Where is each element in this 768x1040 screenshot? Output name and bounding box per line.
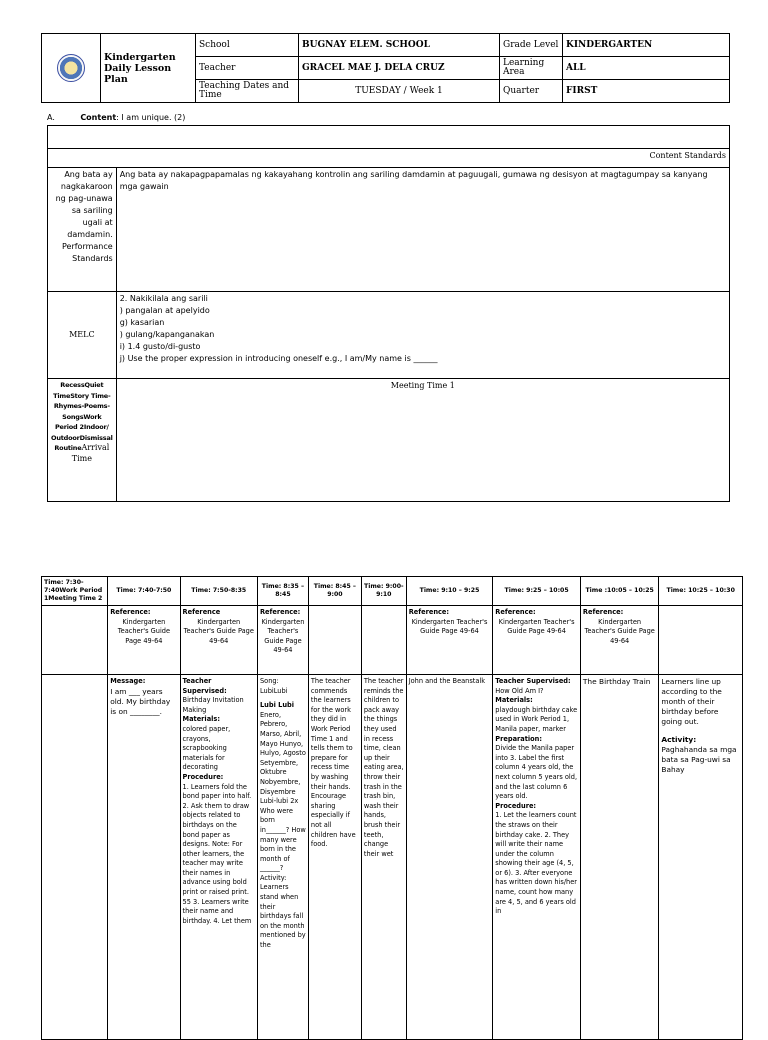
grade-label: Grade Level <box>500 34 563 57</box>
activity-cell: John and the Beanstalk <box>406 675 493 1040</box>
reference-text: Kindergarten Teacher's Guide Page 49-64 <box>411 617 488 636</box>
activity-cell: The teacher reminds the children to pack away the things they used in recess time, clean up their eating area, throw their trash in the trash bin, wash their hands, brush their teeth, change their wet <box>361 675 406 1040</box>
content-standards-label: Content Standards <box>48 149 730 168</box>
procedure-label: Procedure: <box>495 801 537 810</box>
message-label: Message: <box>110 677 146 685</box>
dates-label: Teaching Dates and Time <box>196 80 299 103</box>
performance-standards-text: Ang bata ay nakapagpapamalas ng kakayahang kontrolin ang sariling damdamin at paguugali, gumawa ng desisyon at magtagumpay sa kanyang mga gawain <box>116 168 729 292</box>
learning-area-label: Learning Area <box>500 57 563 80</box>
learning-area-value: ALL <box>563 57 730 80</box>
activity-title: How Old Am I? <box>495 686 544 695</box>
melc-list <box>116 292 729 379</box>
melc-item: ) gulang/kapanganakan <box>119 330 215 339</box>
content-standards-text: Ang bata ay nagkakaroon ng pag-unawa sa sariling ugali at damdamin. Performance Standards <box>48 168 117 292</box>
message-text: I am ___ years old. My birthday is on ________. <box>110 686 171 716</box>
activity-title: Birthday Invitation Making <box>182 696 244 714</box>
activity-cell <box>180 675 257 1040</box>
time-header: Time: 9:00-9:10 <box>361 577 406 606</box>
time-header: Time: 7:40-7:50 <box>108 577 180 606</box>
materials-text: playdough birthday cake used in Work Period 1, Manila paper, marker <box>495 705 578 733</box>
song-label: Song: LubiLubi <box>259 677 288 695</box>
plan-title: Kindergarten Daily Lesson Plan <box>101 34 196 103</box>
activity-text: Paghahanda sa mga bata sa Pag-uwi sa Bahay <box>661 745 737 774</box>
lesson-plan-header <box>41 33 730 103</box>
quarter-value: FIRST <box>563 80 730 103</box>
reference-label: Reference <box>182 608 221 616</box>
reference-text: Kindergarten Teacher's Guide Page 49-64 <box>584 617 655 645</box>
activity-cell <box>42 675 108 1040</box>
preparation-text: Divide the Manila paper into 3. Label the first column 4 years old, the next column 5 years old, and the last column 6 years old. <box>495 744 578 801</box>
melc-item: 2. Nakikilala ang sarili <box>119 294 208 303</box>
time-header: Time: 8:45 – 9:00 <box>308 577 361 606</box>
meeting-time-1: Meeting Time 1 <box>116 379 729 502</box>
melc-item: ) pangalan at apelyido <box>119 306 210 315</box>
deped-seal-logo <box>57 54 85 82</box>
reference-text: Kindergarten Teacher's Guide Page 49-64 <box>498 617 575 636</box>
materials-text: colored paper, crayons, scrapbooking materials for decorating <box>182 724 231 772</box>
activity-row <box>42 675 743 1040</box>
reference-label: Reference: <box>408 608 450 616</box>
song-title: Lubi Lubi <box>259 701 295 710</box>
activity-cell <box>659 675 743 1040</box>
procedure-text: 1. Let the learners count the straws on their birthday cake. 2. They will write their name under the column showing their age (4, 5, or 6). 3. After everyone has written down his/her name, count how many are 4, 5, and 6 years old in <box>495 811 577 916</box>
activity-cell: The teacher commends the learners for the work they did in Work Period Time 1 and tells them to prepare for recess time by washing their hands. Encourage sharing especially if not all children have food. <box>308 675 361 1040</box>
melc-item: g) kasarian <box>119 318 165 327</box>
activity-cell <box>257 675 308 1040</box>
melc-item: i) 1.4 gusto/di-gusto <box>119 342 201 351</box>
time-header: Time: 8:35 – 8:45 <box>257 577 308 606</box>
standards-table <box>47 125 730 502</box>
activity-label: Activity: <box>661 735 697 744</box>
reference-cell <box>493 606 581 675</box>
reference-cell <box>406 606 493 675</box>
preparation-label: Preparation: <box>495 734 542 743</box>
content-text: : I am unique. (2) <box>116 113 186 122</box>
reference-cell <box>180 606 257 675</box>
reference-cell <box>659 606 743 675</box>
supervised-label: Teacher Supervised: <box>495 677 571 685</box>
reference-text: Kindergarten Teacher's Guide Page 49-64 <box>261 617 305 655</box>
teacher-label: Teacher <box>196 57 299 80</box>
time-header: Time: 7:30-7:40Work Period 1Meeting Time 2 <box>42 577 108 606</box>
routine-plain: Arrival Time <box>71 443 110 463</box>
reference-cell <box>257 606 308 675</box>
melc-label: MELC <box>48 292 117 379</box>
reference-cell <box>308 606 361 675</box>
activity-cell <box>108 675 180 1040</box>
schedule-table <box>41 576 743 1040</box>
reference-cell <box>361 606 406 675</box>
teacher-value: GRACEL MAE J. DELA CRUZ <box>299 57 500 80</box>
reference-cell <box>108 606 180 675</box>
reference-label: Reference: <box>259 608 301 616</box>
reference-label: Reference: <box>110 608 151 616</box>
grade-value: KINDERGARTEN <box>563 34 730 57</box>
school-label: School <box>196 34 299 57</box>
reference-text: Kindergarten Teacher's Guide Page 49-64 <box>183 617 254 645</box>
time-header: Time: 7:50-8:35 <box>180 577 257 606</box>
quarter-label: Quarter <box>500 80 563 103</box>
materials-label: Materials: <box>182 715 220 724</box>
time-header: Time: 9:10 – 9:25 <box>406 577 493 606</box>
dates-value: TUESDAY / Week 1 <box>299 80 500 103</box>
content-letter: A. <box>47 113 55 122</box>
reference-label: Reference: <box>495 608 536 616</box>
reference-cell <box>580 606 658 675</box>
time-header-row <box>42 577 743 606</box>
content-line <box>47 113 185 122</box>
materials-label: Materials: <box>495 696 533 705</box>
song-text: Enero, Pebrero, Marso, Abril, Mayo Hunyo, Hulyo, Agosto Setyembre, Oktubre Nobyembre, Disyembre Lubi-lubi 2x Who were born in______? How many were born in the month of ______? Activity: Learners stand when their birthdays fall on the month mentioned by the <box>259 710 306 950</box>
routine-bold: RecessQuiet TimeStory Time-Rhymes-Poems-SongsWork Period 2Indoor/ OutdoorDismissal Routine <box>51 381 113 452</box>
reference-row <box>42 606 743 675</box>
reference-text: Kindergarten Teacher's Guide Page 49-64 <box>117 617 171 645</box>
procedure-text: 1. Learners fold the bond paper into half. 2. Ask them to draw objects related to birthdays on the bond paper as designs. Note: For other learners, the teacher may write their names in advance using bold print or raised print. 55 3. Learners write their name and birthday. 4. Let them <box>182 782 252 925</box>
activity-cell: The Birthday Train <box>580 675 658 1040</box>
reference-cell <box>42 606 108 675</box>
melc-item: j) Use the proper expression in introducing oneself e.g., I am/My name is ______ <box>119 354 438 363</box>
routine-cell <box>48 379 117 502</box>
time-header: Time :10:05 – 10:25 <box>580 577 658 606</box>
content-label: Content <box>80 113 117 122</box>
procedure-label: Procedure: <box>182 772 224 781</box>
school-value: BUGNAY ELEM. SCHOOL <box>299 34 500 57</box>
activity-cell <box>493 675 581 1040</box>
supervised-label: Teacher Supervised: <box>182 677 227 695</box>
blank-row <box>48 126 730 149</box>
reference-label: Reference: <box>582 608 624 616</box>
deped-seal-cell <box>42 34 101 103</box>
time-header: Time: 9:25 – 10:05 <box>493 577 581 606</box>
time-header: Time: 10:25 – 10:30 <box>659 577 743 606</box>
lineup-text: Learners line up according to the month of their birthday before going out. <box>661 677 722 726</box>
